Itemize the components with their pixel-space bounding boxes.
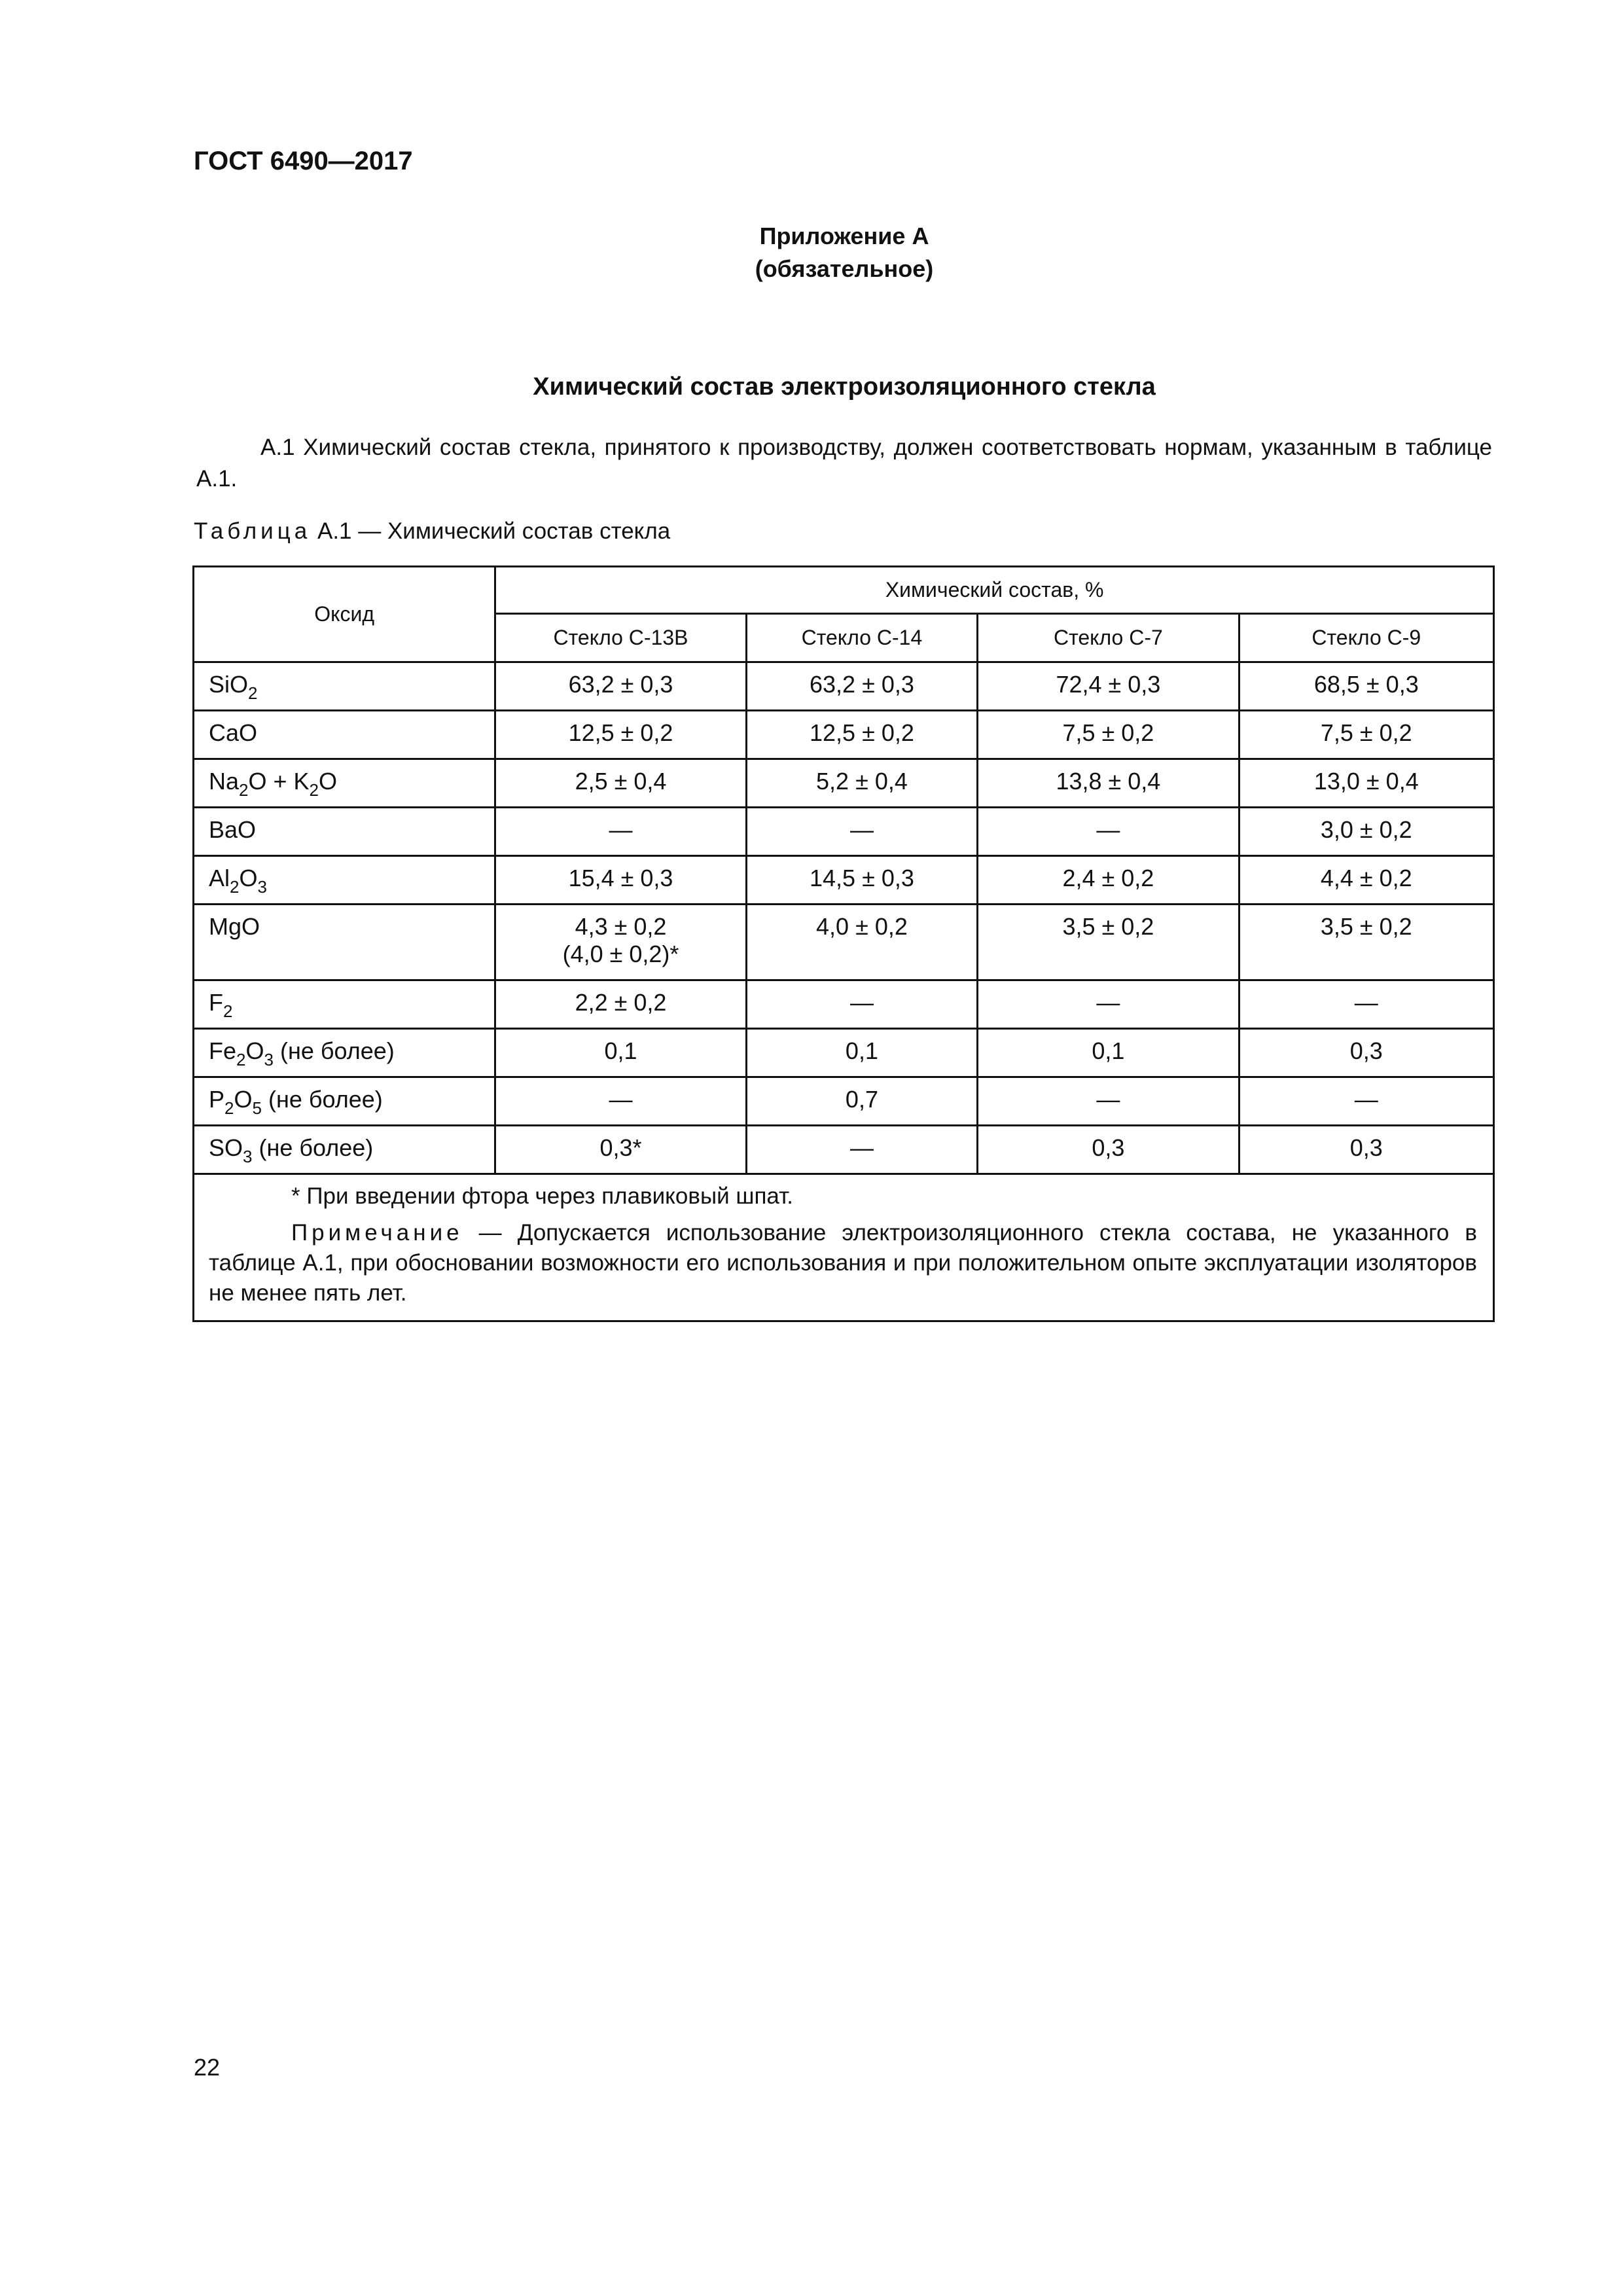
table-caption xyxy=(194,518,670,545)
value-cell: 13,0 ± 0,4 xyxy=(1239,759,1493,808)
value-cell: 0,3 xyxy=(978,1126,1239,1174)
appendix-subtitle: (обязательное) xyxy=(755,255,934,282)
formula-part: (не более) xyxy=(252,1134,374,1161)
formula-subscript: 2 xyxy=(230,877,240,897)
value-cell: 0,3* xyxy=(495,1126,746,1174)
document-code: ГОСТ 6490—2017 xyxy=(194,147,413,175)
formula-subscript: 2 xyxy=(248,683,258,703)
intro-paragraph: А.1 Химический состав стекла, принятого к производству, должен соответствовать нормам, указанным в таблице А.1. xyxy=(196,435,1492,492)
value-cell: — xyxy=(1239,1077,1493,1126)
value-cell: 0,1 xyxy=(495,1029,746,1077)
column-header: Стекло С-14 xyxy=(746,614,977,662)
column-header: Стекло С-7 xyxy=(978,614,1239,662)
value-cell: 3,5 ± 0,2 xyxy=(978,905,1239,980)
value-cell: — xyxy=(978,980,1239,1029)
value-cell: — xyxy=(495,808,746,856)
oxide-cell: MgO xyxy=(194,905,495,980)
oxide-cell xyxy=(194,1029,495,1077)
note-text: — Допускается использование электроизоляционного стекла состава, не указанного в таблице А.1, при обосновании возможности его использования и при положительном опыте эксплуатации изоляторов не менее пять лет. xyxy=(209,1220,1477,1306)
value-cell: 2,2 ± 0,2 xyxy=(495,980,746,1029)
appendix-title: Приложение А xyxy=(759,223,929,249)
value-cell: 68,5 ± 0,3 xyxy=(1239,662,1493,711)
column-header: Стекло С-9 xyxy=(1239,614,1493,662)
value-cell: 7,5 ± 0,2 xyxy=(978,711,1239,759)
formula-subscript: 3 xyxy=(264,1050,274,1069)
formula-part: (не более) xyxy=(261,1086,383,1113)
value-cell: 0,7 xyxy=(746,1077,977,1126)
value-cell: 4,4 ± 0,2 xyxy=(1239,856,1493,905)
formula-part: Na xyxy=(209,768,240,795)
table-caption-label: Таблица xyxy=(194,518,312,544)
value-cell: 0,3 xyxy=(1239,1126,1493,1174)
formula-subscript: 3 xyxy=(257,877,267,897)
value-cell: 2,5 ± 0,4 xyxy=(495,759,746,808)
value-cell: — xyxy=(978,1077,1239,1126)
value-cell: 63,2 ± 0,3 xyxy=(495,662,746,711)
footnote: * При введении фтора через плавиковый шпат. xyxy=(291,1183,793,1209)
value-cell: 2,4 ± 0,2 xyxy=(978,856,1239,905)
formula-part: (не более) xyxy=(273,1037,395,1064)
formula-part: O xyxy=(319,768,338,795)
formula-part: O + K xyxy=(248,768,310,795)
section-title: Химический состав электроизоляционного стекла xyxy=(533,373,1156,401)
column-header: Стекло С-13В xyxy=(495,614,746,662)
composition-table xyxy=(192,565,1495,1322)
formula-part: Al xyxy=(209,865,230,891)
formula-part: F xyxy=(209,989,223,1016)
formula-part: SO xyxy=(209,1134,243,1161)
value-cell: 3,5 ± 0,2 xyxy=(1239,905,1493,980)
table-row xyxy=(194,856,1494,905)
oxide-cell xyxy=(194,1077,495,1126)
formula-subscript: 5 xyxy=(252,1098,262,1118)
formula-subscript: 2 xyxy=(309,780,319,800)
value-cell: 7,5 ± 0,2 xyxy=(1239,711,1493,759)
value-extra: (4,0 ± 0,2)* xyxy=(562,941,679,967)
formula-part: SiO xyxy=(209,671,249,698)
table-row xyxy=(194,1077,1494,1126)
table-row xyxy=(194,711,1494,759)
oxide-cell xyxy=(194,856,495,905)
table-row xyxy=(194,759,1494,808)
formula-part: O xyxy=(234,1086,253,1113)
table-row xyxy=(194,1029,1494,1077)
formula-part: O xyxy=(245,1037,264,1064)
value-cell xyxy=(495,905,746,980)
value-cell: 15,4 ± 0,3 xyxy=(495,856,746,905)
oxide-cell xyxy=(194,759,495,808)
page-number: 22 xyxy=(194,2054,221,2081)
formula-subscript: 2 xyxy=(236,1050,246,1069)
oxide-cell xyxy=(194,980,495,1029)
table-row xyxy=(194,905,1494,980)
value-cell: — xyxy=(746,980,977,1029)
value-cell: — xyxy=(746,808,977,856)
value-cell: 4,0 ± 0,2 xyxy=(746,905,977,980)
value-cell: 0,1 xyxy=(978,1029,1239,1077)
formula-part: O xyxy=(239,865,258,891)
table-row xyxy=(194,808,1494,856)
oxide-header: Оксид xyxy=(194,567,495,662)
value-text: 4,3 ± 0,2 xyxy=(575,913,667,940)
formula-subscript: 3 xyxy=(243,1147,253,1166)
formula-subscript: 2 xyxy=(224,1098,234,1118)
value-cell: 5,2 ± 0,4 xyxy=(746,759,977,808)
value-cell: — xyxy=(1239,980,1493,1029)
table-row xyxy=(194,662,1494,711)
value-cell: 63,2 ± 0,3 xyxy=(746,662,977,711)
formula-part: Fe xyxy=(209,1037,237,1064)
oxide-cell: CaO xyxy=(194,711,495,759)
table-row xyxy=(194,1126,1494,1174)
note-label: Примечание xyxy=(291,1220,463,1246)
table-caption-text: А.1 — Химический состав стекла xyxy=(317,518,671,544)
value-cell: 12,5 ± 0,2 xyxy=(746,711,977,759)
value-cell: 14,5 ± 0,3 xyxy=(746,856,977,905)
composition-header: Химический состав, % xyxy=(495,567,1494,614)
value-cell: 72,4 ± 0,3 xyxy=(978,662,1239,711)
oxide-cell xyxy=(194,662,495,711)
value-cell: 0,3 xyxy=(1239,1029,1493,1077)
value-cell: 12,5 ± 0,2 xyxy=(495,711,746,759)
formula-subscript: 2 xyxy=(239,780,249,800)
notes-cell xyxy=(194,1174,1494,1321)
value-cell: 0,1 xyxy=(746,1029,977,1077)
oxide-cell: BaO xyxy=(194,808,495,856)
value-cell: — xyxy=(978,808,1239,856)
oxide-cell xyxy=(194,1126,495,1174)
table-row xyxy=(194,980,1494,1029)
formula-subscript: 2 xyxy=(223,1001,233,1021)
formula-part: P xyxy=(209,1086,225,1113)
notes-row xyxy=(194,1174,1494,1321)
value-cell: 3,0 ± 0,2 xyxy=(1239,808,1493,856)
value-cell: — xyxy=(746,1126,977,1174)
value-cell: 13,8 ± 0,4 xyxy=(978,759,1239,808)
value-cell: — xyxy=(495,1077,746,1126)
table-note xyxy=(209,1218,1477,1308)
